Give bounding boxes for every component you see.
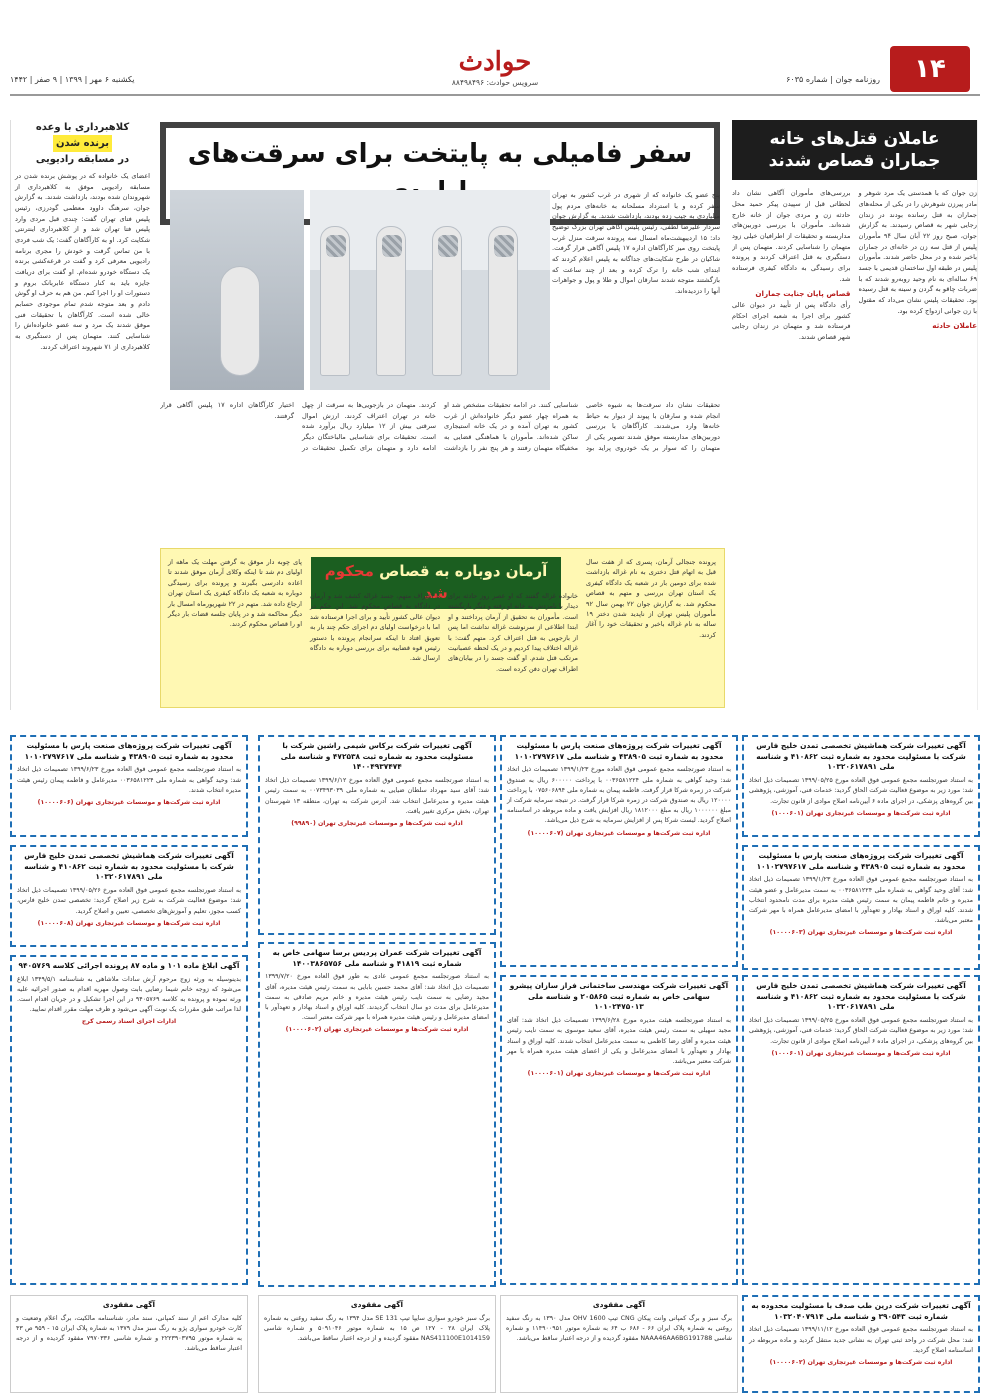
suspect-figure <box>320 226 350 376</box>
ad-title: آگهی تغییرات شرکت هماشیش تخصصی تمدن خلیج فارس شرکت با مسئولیت محدود به شماره ثبت ۴۱۰۸۶۲ و شناسه ملی ۱۰۳۲۰۶۱۷۸۹۱ <box>756 741 966 772</box>
legal-ad <box>500 735 738 967</box>
headline-line: کلاهبرداری با وعده <box>35 122 130 133</box>
legal-ad <box>500 975 738 1285</box>
headline-part-red: محکوم شد <box>324 562 448 602</box>
ad-title: آگهی تغییرات شرکت پروژه‌های صنعت پارس با مسئولیت محدود به شماره ثبت ۴۳۸۹۰۵ و شناسه ملی ۱۰۱۰۲۷۹۷۶۱۷ <box>514 741 724 761</box>
legal-ad <box>10 845 248 947</box>
yellow-body-col: پای چوبه دار موفق به گرفتن مهلت یک ماهه از اولیای دم شد تا اینکه وکلای آرمان موفق شدند تا اعاده دادرسی بگیرند و پرونده برای رسیدگی دوباره به شعبه یک دادگاه کیفری یک استان تهران ارجاع داده شد. متهم در ۲۲ شهریورماه امسال بار دیگر محاکمه شد و در پایان جلسه قضات بار دیگر او را قصاص محکوم کردند. <box>168 558 302 629</box>
yellow-story <box>160 548 725 708</box>
yellow-body-col: پرونده جنجالی آرمان، پسری که از هفت سال قبل به اتهام قتل دختری به نام غزاله بازداشت شده برای دومین بار در شعبه یک دادگاه کیفری یک استان تهران بررسی و متهم به قصاص محکوم شد. به گزارش جوان ۲۲ بهمن سال ۹۲ مأموران پلیس تهران از ناپدید شدن دختر ۱۹ ساله به نام غزاله باخبر و تحقیقات خود را آغاز کردند. <box>586 558 716 639</box>
ad-footer: اداره ثبت شرکت‌ها و موسسات غیرتجاری تهران (۱۰۰۰۰۶۰۶) <box>37 799 221 807</box>
ad-title: آگهی تغییرات شرکت هماشیش تخصصی تمدن خلیج فارس شرکت با مسئولیت محدود به شماره ثبت ۴۱۰۸۶۲ و شناسه ملی ۱۰۳۲۰۶۱۷۸۹۱ <box>24 851 234 882</box>
yellow-body-col: خانواده غزاله گفتند که او عصر روز حادثه برای دیدار با نامزدش به خانه او رفته و دیگر بازنگشته است. مأموران به تحقیق از آرمان پرداختند و او ابتدا اطلاعی از سرنوشت غزاله نداشت اما پس از بازجویی به قتل اعتراف کرد. متهم گفت: با غزاله اختلاف پیدا کردیم و در یک لحظه عصبانیت مرتکب قتل شدم. او گفت جسد را در بیابان‌های اطراف تهران دفن کرده است. <box>448 592 578 673</box>
blurred-face <box>326 235 346 257</box>
ad-footer: اداره ثبت شرکت‌ها و موسسات غیرتجاری تهران (۱۰۰۰۶۰۱) <box>771 809 951 817</box>
ad-body: به استناد صورتجلسه مجمع عمومی فوق العاده مورخ ۱۳۹۹/۱۱/۱۲ تصمیمات ذیل اتخاذ شد: محل شرکت در واحد ثبتی تهران به نشانی جدید منتقل گردید و ماده مربوطه در اساسنامه اصلاح گردید. <box>749 1326 973 1354</box>
headline-line: در مسابقه رادیویی <box>35 154 130 165</box>
section-title: حوادث <box>458 47 532 77</box>
lost-document-ad <box>500 1295 738 1393</box>
ad-title: آگهی تغییرات شرکت پروژه‌های صنعت پارس با مسئولیت محدود به شماره ثبت ۴۳۸۹۰۵ و شناسه ملی ۱۰۱۰۲۷۹۷۶۱۷ <box>24 741 234 761</box>
ad-footer: اداره ثبت شرکت‌ها و موسسات غیرتجاری تهران (۱۰۰۰۶۰۱) <box>771 1049 951 1057</box>
story-left <box>10 120 150 710</box>
story-right-body: زن جوان که با همدستی یک مرد شوهر و مادر پیرزن شوهرش را در یکی از محله‌های جماران به قتل رسانده بودند در زندان رجایی شهر به قصاص رسیدند. به گزارش جوان، صبح روز ۲۲ آبان سال ۹۴ مأموران پلیس از قتل سه زن در خانه‌ای در جماران باخبر شده و در محل حاضر شدند. مأموران پلیس در طبقه اول ساختمان قدیمی با جسد ۶۹ ساله‌ای به نام وحید روبه‌رو شدند که با ضربات چاقو به گردن و سینه به قتل رسیده بود. تحقیقات پلیس نشان می‌داد که مقتول با زن جوانی ازدواج کرده بود. <box>858 189 977 315</box>
lead-story <box>160 122 720 534</box>
ad-footer: اداره ثبت شرکت‌ها و موسسات غیرتجاری تهران (۱۰۰۰۰۶۰۳) <box>769 929 953 937</box>
ad-footer: اداره ثبت شرکت‌ها و موسسات غیرتجاری تهران (۱۰۰۰۰۶۰۸) <box>37 919 221 927</box>
blurred-face <box>494 235 514 257</box>
story-right-body-3: رأی دادگاه پس از تأیید در دیوان عالی کشور برای اجرا به شعبه اجرای احکام فرستاده شد و متهمان در زندان رجایی شهر قصاص شدند. <box>732 300 851 341</box>
lead-photos <box>170 190 550 390</box>
story-right <box>732 120 978 710</box>
ad-body: به استناد صورتجلسه مجمع عمومی فوق العاده مورخ ۱۳۹۹/۱/۲۳ تصمیمات ذیل اتخاذ شد: وحید گواهی به شماره ملی ۰۰۳۶۵۸۱۲۲۴ با پرداخت ۶۰۰۰۰۰ ریال به صندوق شرکت در زمره شرکا قرار گرفت. فاطمه پیمان به شماره ملی ۰۷۵۶۰۶۸۹۴ با پرداخت ۱۲۰۰۰۰ ریال به صندوق شرکت در زمره شرکا قرار گرفت. در نتیجه سرمایه شرکت از مبلغ ۱۰۰۰۰۰۰ ریال به مبلغ ۱۸۱۲۰۰۰ ریال افزایش یافت و ماده مربوطه در اساسنامه اصلاح گردید. لیست شرکا پس از افزایش سرمایه به شرح ذیل می‌باشد. <box>507 766 731 825</box>
story-right-subhead: عاملان حادثه <box>932 321 977 331</box>
ad-title: آگهی تغییرات شرکت درین طب صدف با مسئولیت محدوده به شماره ثبت ۳۹۰۵۴۳ و شناسه ملی ۱۰۳۲۰۴۰۷۹۱۴ <box>751 1301 971 1321</box>
hotline: سرویس حوادث: ۸۸۴۹۸۴۹۶ <box>451 78 539 87</box>
ad-title: آگهی تغییرات شرکت برکاس شیمی راشین شرکت با مسئولیت محدود به شماره ثبت ۴۷۲۵۳۸ و شناسه ملی ۱۴۰۰۴۹۳۷۴۷۴ <box>280 741 474 772</box>
legal-ad <box>258 735 496 935</box>
story-left-body: اعضای یک خانواده که در پوشش برنده شدن در مسابقه رادیویی موفق به کلاهبرداری از شهروندان شده بودند، بازداشت شدند. به گزارش جوان، سرهنگ داوود معظمی گودرزی، رئیس پلیس فتای تهران گفت: چندی قبل مردی وارد پلیس فتا تهران شد و از کلاهبرداری اینترنتی شکایت کرد. او به کارآگاهان گفت: یک شب فردی با من تماس گرفت و خودش را مجری برنامه رادیویی معرفی کرد و گفت در قرعه‌کشی برنده یک دستگاه خودرو شده‌ام. او گفت برای دریافت جایزه باید به کنار دستگاه عابربانک بروم و دستورات او را اجرا کنم. من هم به حرف او گوش دادم و بعد متوجه شدم تمام موجودی حسابم خالی شده است. کارآگاهان با تحقیقات فنی موفق شدند یک مرد و سه عضو خانواده‌اش را شناسایی کنند. متهمان پس از دستگیری به کلاهبرداری از ۷۱ شهروند اعتراف کردند. <box>14 172 150 351</box>
ad-body: به استناد صورتجلسه مجمع عمومی فوق العاده مورخ ۱۳۹۹/۱/۲۳ تصمیمات ذیل اتخاذ شد: آقای وحید گواهی به شماره ملی ۰۰۳۶۵۸۱۲۲۴ به سمت مدیرعامل و عضو هیئت مدیره و خانم فاطمه پیمان به سمت رئیس هیئت مدیره برای مدت نامحدود انتخاب شدند. کلیه اوراق و اسناد بهادار و تعهدآور با امضای مدیرعامل همراه با مهر شرکت معتبر می‌باشد. <box>749 876 973 925</box>
ad-title: آگهی تغییرات شرکت پروژه‌های صنعت پارس با مسئولیت محدود به شماره ثبت ۴۳۸۹۰۵ و شناسه ملی ۱۰۱۰۲۷۹۷۶۱۷ <box>756 851 966 871</box>
legal-ad <box>742 1295 980 1393</box>
story-right-headline: عاملان قتل‌های خانه جماران قصاص شدند <box>732 120 977 180</box>
page-number-logo: ۱۴ <box>890 46 970 92</box>
ad-body: بدینوسیله به ورثه زوج مرحوم آرش سادات ملاشاهی به شناسنامه ۱۳۴۹/۵/۱ ابلاغ می‌شود که زوجه خانم شیما رضایی بابت وصول مهریه اقدام به صدور اجرائیه علیه ورثه نموده و پرونده به کلاسه ۹۴۰۵۷۶۹ در این اجرا تشکیل و در جریان اقدام است. لذا مراتب طبق مقررات یک نوبت آگهی می‌شود و ظرف مهلت مقرر اقدام نمایید. <box>17 975 241 1014</box>
lead-headline: سفر فامیلی به پایتخت برای سرقت‌های <box>160 122 720 225</box>
yellow-body-col: با اعتراف متهم، جسد غزاله کشف شد و آرمان در دادگاه به قصاص محکوم شد. این حکم در دیوان عالی کشور تأیید و برای اجرا فرستاده شد اما با درخواست اولیای دم اجرای حکم چند بار به تعویق افتاد تا اینکه سرانجام پرونده با دستور رئیس قوه قضاییه برای بررسی دوباره به دادگاه ارسال شد. <box>310 592 440 663</box>
ad-title: آگهی مفقودی <box>350 1300 404 1309</box>
ad-title: آگهی مفقودی <box>102 1300 156 1309</box>
ad-title: آگهی تغییرات شرکت عمران پردیس برسا سهامی خاص به شماره ثبت ۴۱۸۱۹ و شناسه ملی ۱۴۰۰۳۸۶۵۷۵۶ <box>272 948 482 968</box>
blurred-face <box>382 235 402 257</box>
suspect-figure <box>376 226 406 376</box>
suspects-photo <box>310 190 550 390</box>
ad-footer: اداره ثبت شرکت‌ها و موسسات غیرتجاری تهران (۱۰۰۰۰۶۰۱) <box>527 1070 711 1078</box>
ad-body: به استناد صورتجلسه مجمع عمومی فوق العاده مورخ ۱۳۹۹/۰۵/۲۵ تصمیمات ذیل اتخاذ شد: مورد زیر به موضوع فعالیت شرکت الحاق گردید: خدمات فنی، آموزشی، پژوهشی بین گروه‌های پزشکی، در اجرای ماده ۶ آیین‌نامه اصلاح موادی از قانون تجارت. <box>749 1017 973 1045</box>
covered-suspect-figure <box>220 266 260 376</box>
ad-title: آگهی ابلاغ ماده ۱۰۱ و ماده ۸۷ پرونده اجرائی کلاسه ۹۴۰۵۷۶۹ <box>18 961 240 970</box>
ad-title: آگهی تغییرات شرکت مهندسی ساختمانی فراز سازان پیشرو سهامی خاص به شماره ثبت ۲۰۵۸۶۵ و شناسه ملی ۱۰۱۰۲۴۷۵۰۱۳ <box>509 981 729 1012</box>
ad-body: برگ سبز خودرو سواری سایپا تیپ SE 131 مدل ۱۳۹۴ به رنگ سفید روغنی به شماره پلاک ایران ۲۸ - ۱۲۷ ص ۱۵ به شماره موتور ۵۰۹۱۰۴۶ و شماره شاسی NAS411100E1014159 مفقود گردیده و از درجه اعتبار ساقط می‌باشد. <box>264 1314 491 1343</box>
legal-ad <box>742 735 980 837</box>
ad-footer: اداره ثبت شرکت‌ها و موسسات غیرتجاری تهران (۱۰۰۰۰۶۰۷) <box>527 829 711 837</box>
lost-document-ad <box>258 1295 496 1393</box>
ad-body: به استناد صورتجلسه مجمع عمومی فوق العاده مورخ ۱۳۹۹/۶/۲۳ تصمیمات ذیل اتخاذ شد: وحید گواهی به شماره ملی ۰۰۳۶۵۸۱۲۲۴ مدیرعامل و فاطمه پیمان رئیس هیئت مدیره انتخاب شدند. <box>17 766 242 794</box>
lead-body-bottom: تحقیقات نشان داد سرقت‌ها به شیوه خاصی انجام شده و سارقان با پیوند از دیوار به حیاط خانه‌ها وارد می‌شدند. کارآگاهان با بررسی دوربین‌های مداربسته موفق شدند تصویر یکی از متهمان را که سوار بر یک خودروی پراید بود شناسایی کنند. در ادامه تحقیقات مشخص شد او به همراه چهار عضو دیگر خانواده‌اش از غرب کشور به تهران آمده و در یک خانه استیجاری ساکن شده‌اند. مأموران با هماهنگی قضایی به مخفیگاه متهمان رفتند و هر پنج نفر را بازداشت کردند. متهمان در بازجویی‌ها به سرقت از چهل خانه در تهران اعتراف کردند. ارزش اموال سرقتی بیش از ۱۲ میلیارد ریال برآورد شده است. تحقیقات برای شناسایی مالباختگان دیگر ادامه دارد و متهمان برای تکمیل تحقیقات در اختیار کارآگاهان اداره ۱۷ پلیس آگاهی قرار گرفتند. <box>160 401 720 452</box>
story-left-headline <box>15 120 150 167</box>
masthead <box>10 42 980 96</box>
issue-info: روزنامه جوان | شماره ۶۰۳۵ <box>786 75 880 84</box>
ad-body: برگ سبز و برگ کمپانی وانت پیکان CNG تیپ OHV 1600 مدل ۱۳۹۰ به رنگ سفید روغنی به شماره پلاک ایران ۶۶ - ۶۸۶ ب ۶۴ به شماره موتور ۱۱۴۹۰۰۹۵۱ و شماره شاسی NAAA46AA6BG191788 مفقود گردیده و از درجه اعتبار ساقط می‌باشد. <box>506 1314 733 1343</box>
ad-body: به استناد صورتجلسه مجمع عمومی فوق العاده مورخ ۱۳۹۹/۰۵/۲۶ تصمیمات ذیل اتخاذ شد: موضوع فعالیت شرکت به شرح زیر اصلاح گردید: تخصصی تمدن خلیج فارس، کسب مجوز، تعلیم و آموزش‌های تخصصی، تعیین و اصلاح گردید. <box>17 887 241 915</box>
legal-ad <box>10 735 248 837</box>
ad-body: به استناد صورتجلسه مجمع عمومی عادی به طور فوق العاده مورخ ۱۳۹۹/۷/۲۰ تصمیمات ذیل اتخاذ شد: آقای محمد حسین بابایی به سمت رئیس هیئت مدیره، آقای مجید رضایی به سمت نایب رئیس هیئت مدیره و خانم مریم صادقی به سمت مدیرعامل برای مدت دو سال انتخاب گردیدند. کلیه اوراق و اسناد بهادار و تعهدآور با امضای مدیرعامل و رئیس هیئت مدیره همراه با مهر شرکت معتبر است. <box>265 973 489 1022</box>
ad-body: به استناد صورتجلسه مجمع عمومی فوق العاده مورخ ۱۳۹۹/۰۵/۲۵ تصمیمات ذیل اتخاذ شد: مورد زیر به موضوع فعالیت شرکت الحاق گردید: خدمات فنی، آموزشی، پژوهشی بین گروه‌های پزشکی، در اجرای ماده ۶ آیین‌نامه اصلاح موادی از قانون تجارت. <box>749 777 973 805</box>
legal-ad <box>742 975 980 1285</box>
legal-ad <box>258 942 496 1287</box>
ad-body: به استناد صورتجلسه هیئت مدیره مورخ ۱۳۹۹/۶/۲۸ تصمیمات ذیل اتخاذ شد: آقای مجید سهیلی به سمت رئیس هیئت مدیره، آقای سعید موسوی به سمت نایب رئیس هیئت مدیره و آقای رضا کاظمی به سمت مدیرعامل انتخاب شدند. کلیه اوراق و اسناد بهادار و تعهدآور با امضای مدیرعامل و یکی از اعضای هیئت مدیره همراه با مهر شرکت معتبر می‌باشد. <box>507 1017 731 1065</box>
ad-title: آگهی مفقودی <box>592 1300 646 1309</box>
ad-footer: اداره ثبت شرکت‌ها و موسسات غیرتجاری تهران (۱۰۰۰۰۶۰۲) <box>285 1026 469 1034</box>
legal-ad <box>10 955 248 1285</box>
issue-date: یکشنبه ۶ مهر | ۱۳۹۹ | ۹ صفر | ۱۴۴۲ <box>10 75 135 84</box>
suspect-figure <box>488 226 518 376</box>
ad-footer: ادارات اجرای اسناد رسمی کرج <box>81 1018 177 1026</box>
legal-ad <box>742 845 980 970</box>
blurred-face <box>438 235 458 257</box>
ad-body: کلیه مدارک اعم از سند کمپانی، سند مادر، شناسنامه مالکیت، برگ اعلام وضعیت و کارت خودرو سواری پژو به رنگ سبز مدل ۱۳۷۹ به شماره پلاک ایران ۱۵ - ۹۵۹ ص ۴۳ به شماره موتور ۲۲۲۳۹۰۳۷۹۵ و شماره شاسی ۷۹۷۰۳۳۶ مفقود گردیده و از درجه اعتبار ساقط می‌باشد. <box>16 1314 242 1353</box>
suspect-figure <box>432 226 462 376</box>
ad-footer: اداره ثبت شرکت‌ها و موسسات غیرتجاری تهران (۱۰۰۰۰۶۰۲) <box>769 1359 953 1367</box>
lost-document-ad <box>10 1295 248 1393</box>
story-right-body-2: بررسی‌های مأموران آگاهی نشان داد لحظاتی قبل از سپیدن پیکر حمید محل حادثه زن و مردی جوان از خانه خارج شده‌اند. مأموران با بررسی دوربین‌های مداربسته و تحقیقات از اطرافیان خیلی زود متهمان را شناسایی کردند. متهمان پس از دستگیری به قتل اعتراف کردند و پرونده برای رسیدگی به دادگاه کیفری فرستاده شد. <box>732 189 851 283</box>
ad-footer: اداره ثبت شرکت‌ها و موسسات غیرتجاری تهران (۹۹۸۹۰) <box>291 819 463 827</box>
story-right-subhead-2: قصاص پایان جنایت جماران <box>755 289 851 299</box>
headline-line: برنده شدن <box>53 135 112 152</box>
lead-body-top: پنج عضو یک خانواده که از شهری در غرب کشور به تهران سفر کرده و با استرداد مسلحانه به خانه‌های مردم پول میلیاردی به جیب زده بودند، بازداشت شدند. به گزارش جوان سردار علیرضا لطفی، رئیس پلیس آگاهی تهران بزرگ توضیح داد: ۱۵ اردیبهشت‌ماه امسال سه پرونده سرقت منزل غرب پایتخت روی میز کارآگاهان اداره ۱۷ پلیس آگاهی قرار گرفت. شاکیان در طرح شکایت‌های جداگانه به پلیس اعلام کردند که ابتدای شب خانه را ترک کرده و بعد از چند ساعت که بازگشتند متوجه شدند سارقان اموال و طلا و پول و جواهرات آنها را دزدیده‌اند. <box>552 191 720 296</box>
headline-part: آرمان دوباره به قصاص <box>379 562 548 580</box>
ad-body: به استناد صورتجلسه مجمع عمومی فوق العاده مورخ ۱۳۹۹/۶/۱۲ تصمیمات ذیل اتخاذ شد: آقای سید مهرداد سلطان ضیایی به شماره ملی ۰۰۷۳۴۹۳۰۳۹ به سمت رئیس هیئت مدیره و مدیرعامل انتخاب شد. آدرس شرکت به تهران، منطقه ۱۳ شهرستان تهران، بخش مرکزی تغییر یافت. <box>265 777 490 815</box>
suspect-covered-photo <box>170 190 304 390</box>
ad-title: آگهی تغییرات شرکت هماشیش تخصصی تمدن خلیج فارس شرکت با مسئولیت محدود به شماره ثبت ۴۱۰۸۶۲ و شناسه ملی ۱۰۳۲۰۶۱۷۸۹۱ <box>756 981 966 1012</box>
